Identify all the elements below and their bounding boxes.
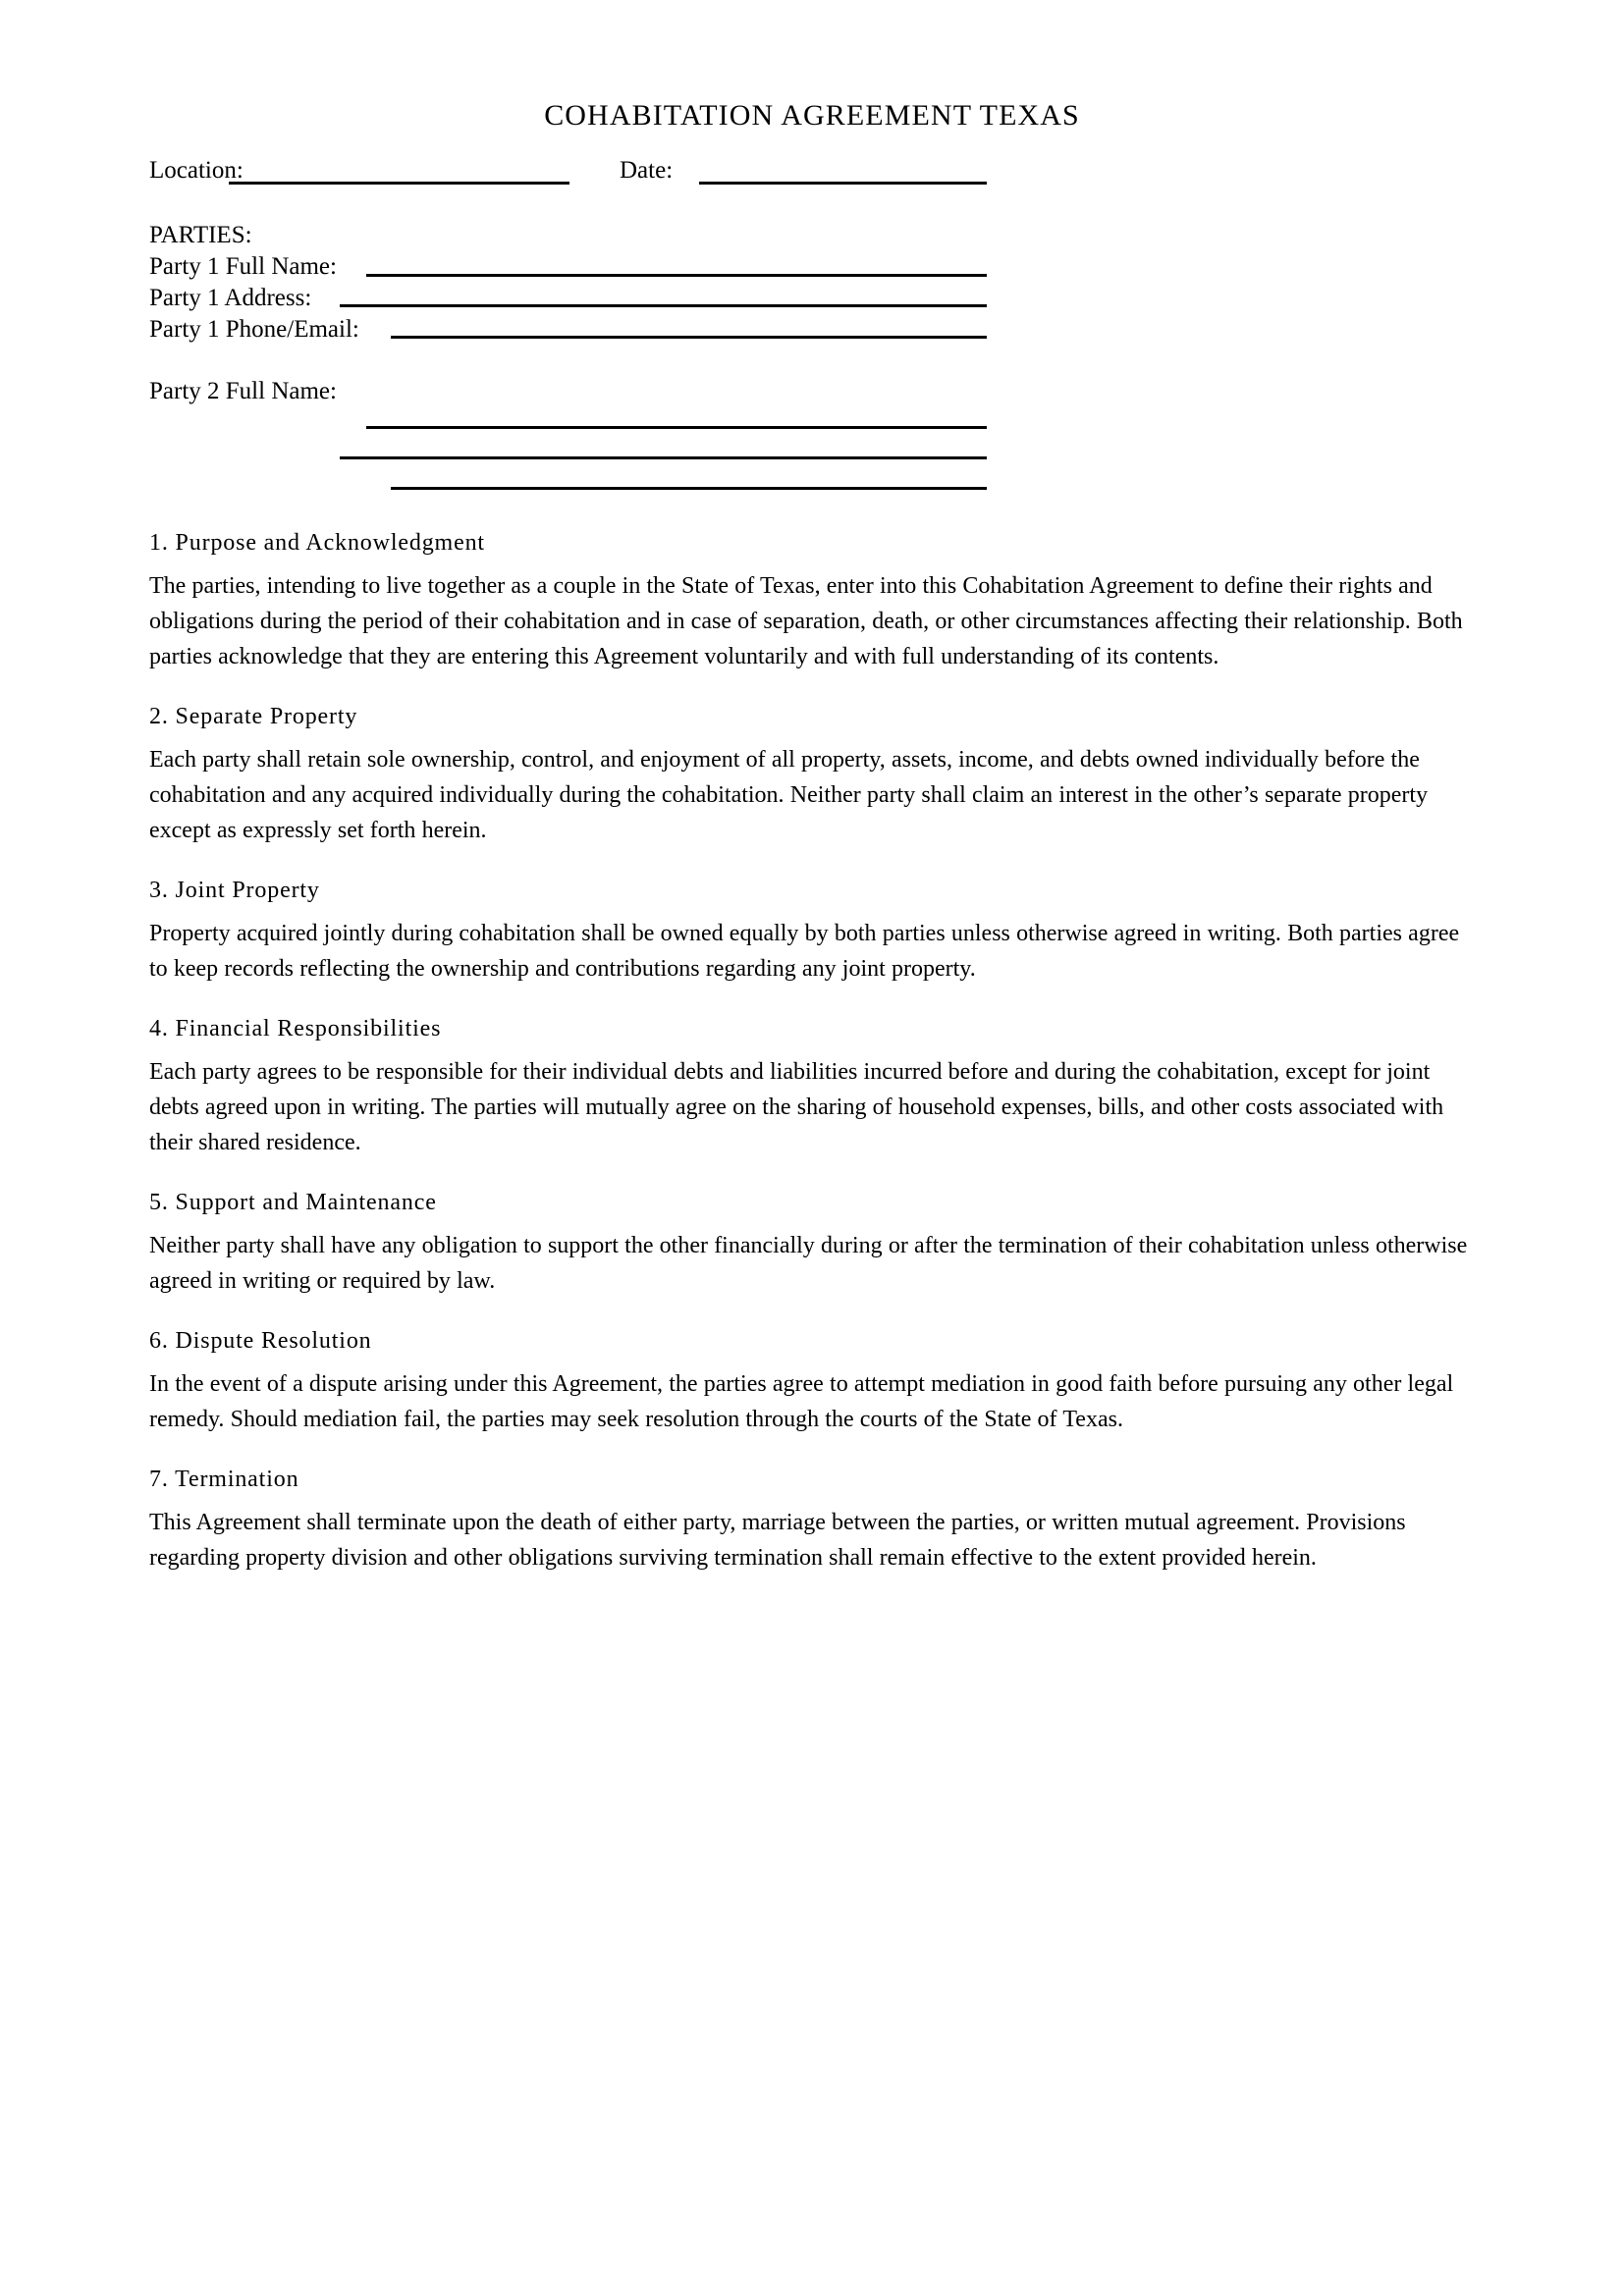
section-7	[149, 1463, 1477, 1575]
date-input-line[interactable]	[699, 182, 987, 185]
section-6	[149, 1324, 1477, 1437]
section-4	[149, 1012, 1477, 1160]
section-body: Each party shall retain sole ownership, control, and enjoyment of all property, assets, income, and debts owned individually before the cohabitation and any acquired individually during the cohabitation. Neither party shall claim an interest in the other’s separate property except as expressly set forth herein.	[149, 747, 1429, 843]
section-heading: 6. Dispute Resolution	[149, 1328, 372, 1354]
section-heading: 2. Separate Property	[149, 704, 358, 729]
section-heading: 7. Termination	[149, 1467, 299, 1492]
section-5	[149, 1186, 1477, 1299]
section-body: Each party agrees to be responsible for their individual debts and liabilities incurred before and during the cohabitation, except for joint debts agreed upon in writing. The parties will mutually agree on the sharing of household expenses, bills, and other costs associated with their shared residence.	[149, 1059, 1444, 1155]
party1-address-input-line[interactable]	[340, 304, 987, 307]
section-1	[149, 526, 1477, 674]
party1-full-name-input-line[interactable]	[366, 274, 987, 277]
section-body: This Agreement shall terminate upon the death of either party, marriage between the parties, or written mutual agreement. Provisions regarding property division and other obligations surviving termination shall remain effective to the extent provided herein.	[149, 1510, 1406, 1571]
location-label: Location:	[149, 157, 244, 184]
section-heading: 5. Support and Maintenance	[149, 1190, 437, 1215]
parties-section-heading: PARTIES:	[149, 222, 252, 248]
date-label: Date:	[620, 157, 674, 184]
party2-address-input-line[interactable]	[340, 456, 987, 459]
party2-phone-email-input-line[interactable]	[391, 487, 987, 490]
section-heading: 3. Joint Property	[149, 878, 320, 903]
section-body: Neither party shall have any obligation to support the other financially during or after the termination of their cohabitation unless otherwise agreed in writing or required by law.	[149, 1233, 1468, 1294]
agreement-sections	[149, 526, 1477, 1601]
section-3	[149, 874, 1477, 987]
section-heading: 4. Financial Responsibilities	[149, 1016, 442, 1041]
party1-full-name-label: Party 1 Full Name:	[149, 253, 337, 280]
location-input-line[interactable]	[229, 182, 569, 185]
page-title: COHABITATION AGREEMENT TEXAS	[544, 99, 1080, 133]
party1-phone-email-input-line[interactable]	[391, 336, 987, 339]
section-body: Property acquired jointly during cohabitation shall be owned equally by both parties unless otherwise agreed in writing. Both parties agree to keep records reflecting the ownership and contributions regarding any joint property.	[149, 921, 1460, 982]
party1-phone-email-label: Party 1 Phone/Email:	[149, 316, 359, 343]
party2-full-name-label: Party 2 Full Name:	[149, 378, 337, 404]
section-heading: 1. Purpose and Acknowledgment	[149, 530, 485, 556]
section-body: The parties, intending to live together as a couple in the State of Texas, enter into this Cohabitation Agreement to define their rights and obligations during the period of their cohabitation and in case of separation, death, or other circumstances affecting their relationship. Both parties acknowledge that they are entering this Agreement voluntarily and with full understanding of its contents.	[149, 573, 1463, 669]
section-2	[149, 700, 1477, 848]
section-body: In the event of a dispute arising under this Agreement, the parties agree to attempt mediation in good faith before pursuing any other legal remedy. Should mediation fail, the parties may seek resolution through the courts of the State of Texas.	[149, 1371, 1454, 1432]
party2-full-name-input-line[interactable]	[366, 426, 987, 429]
party1-address-label: Party 1 Address:	[149, 285, 312, 311]
